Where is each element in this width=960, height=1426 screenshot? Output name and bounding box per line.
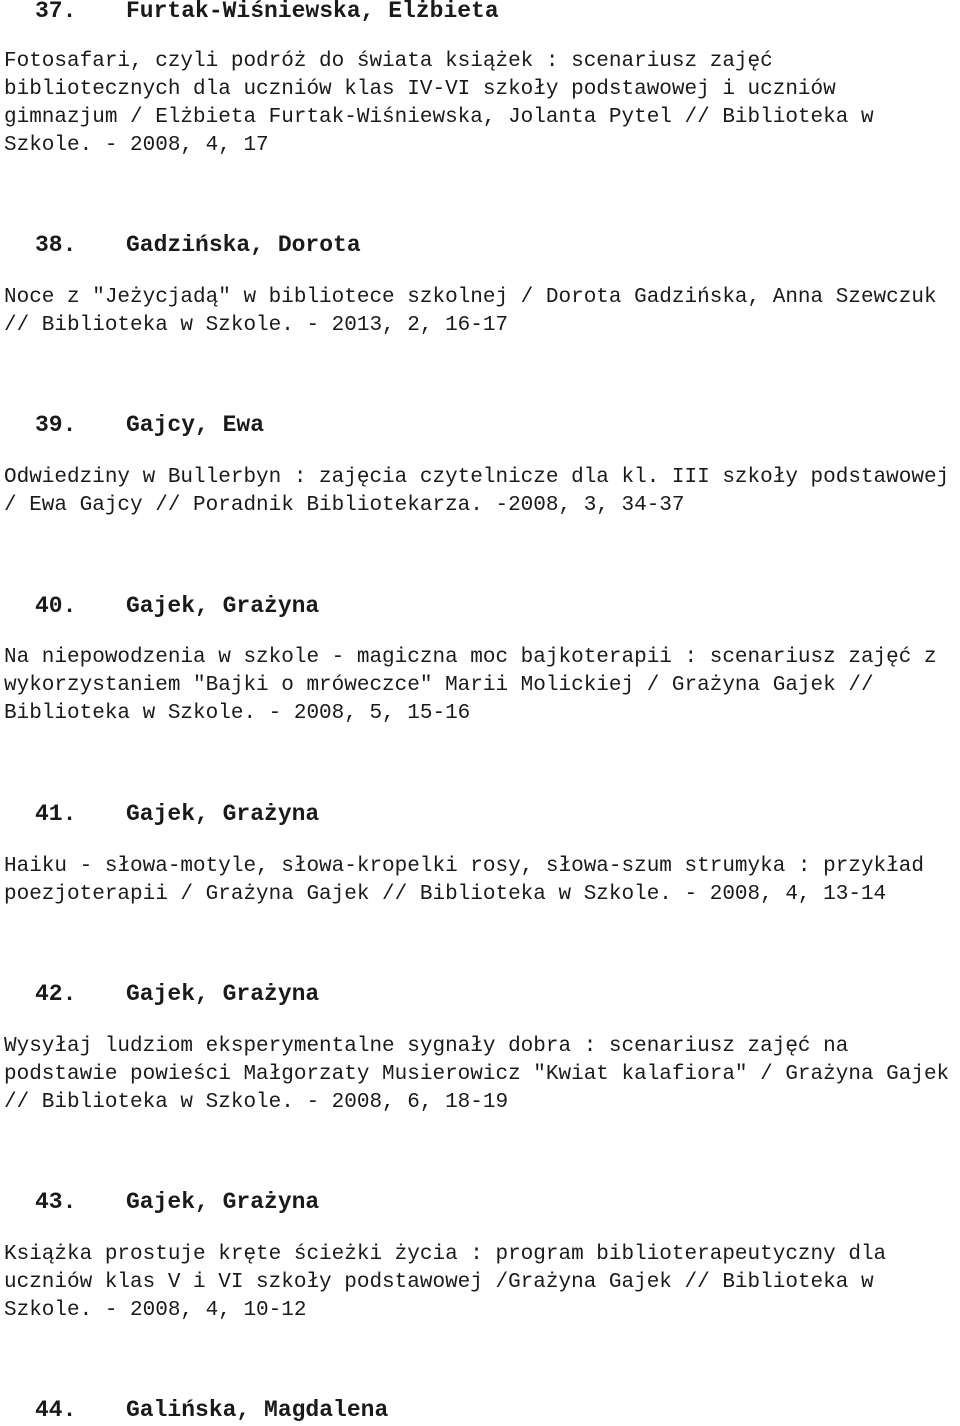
- entry-heading: [35, 1396, 388, 1424]
- entry-heading: [35, 980, 319, 1008]
- entry-author: Furtak-Wiśniewska, Elżbieta: [126, 0, 499, 24]
- entry-line: Biblioteka w Szkole. - 2008, 5, 15-16: [4, 702, 471, 725]
- entry-description: [4, 464, 960, 520]
- entry-number: 39.: [35, 412, 77, 438]
- entry-line: // Biblioteka w Szkole. - 2008, 6, 18-19: [4, 1091, 509, 1114]
- entry-author: Gajek, Grażyna: [126, 1189, 320, 1215]
- entry-number: 40.: [35, 593, 77, 619]
- entry-line: wykorzystaniem "Bajki o mróweczce" Marii Molickiej / Grażyna Gajek //: [4, 674, 874, 697]
- entry-heading: [35, 0, 499, 25]
- entry-line: // Biblioteka w Szkole. - 2013, 2, 16-17: [4, 314, 509, 337]
- entry-number: 44.: [35, 1397, 77, 1423]
- entry-line: Noce z "Jeżycjadą" w bibliotece szkolnej / Dorota Gadzińska, Anna Szewczuk: [4, 286, 937, 309]
- entry-description: [4, 853, 960, 909]
- entry-number: 41.: [35, 801, 77, 827]
- entry-line: podstawie powieści Małgorzaty Musierowicz "Kwiat kalafiora" / Grażyna Gajek: [4, 1063, 950, 1086]
- entry-description: [4, 644, 960, 728]
- entry-line: Odwiedziny w Bullerbyn : zajęcia czytelnicze dla kl. III szkoły podstawowej: [4, 466, 950, 489]
- entry-author: Gajek, Grażyna: [126, 801, 320, 827]
- entry-line: / Ewa Gajcy // Poradnik Bibliotekarza. -2008, 3, 34-37: [4, 494, 685, 517]
- entry-line: bibliotecznych dla uczniów klas IV-VI szkoły podstawowej i uczniów: [4, 78, 836, 101]
- entry-author: Gajcy, Ewa: [126, 412, 265, 438]
- entry-number: 38.: [35, 232, 77, 258]
- entry-line: Książka prostuje kręte ścieżki życia : program biblioterapeutyczny dla: [4, 1243, 887, 1266]
- entry-number: 42.: [35, 981, 77, 1007]
- entry-number: 43.: [35, 1189, 77, 1215]
- entry-heading: [35, 231, 361, 259]
- entry-author: Galińska, Magdalena: [126, 1397, 389, 1423]
- entry-line: Szkole. - 2008, 4, 10-12: [4, 1299, 307, 1322]
- entry-line: poezjoterapii / Grażyna Gajek // Biblioteka w Szkole. - 2008, 4, 13-14: [4, 883, 887, 906]
- entry-line: Szkole. - 2008, 4, 17: [4, 134, 269, 157]
- entry-line: gimnazjum / Elżbieta Furtak-Wiśniewska, Jolanta Pytel // Biblioteka w: [4, 106, 874, 129]
- entry-line: Wysyłaj ludziom eksperymentalne sygnały dobra : scenariusz zajęć na: [4, 1035, 849, 1058]
- entry-description: [4, 1033, 960, 1117]
- entry-author: Gajek, Grażyna: [126, 981, 320, 1007]
- entry-description: [4, 1241, 960, 1325]
- entry-line: uczniów klas V i VI szkoły podstawowej /Grażyna Gajek // Biblioteka w: [4, 1271, 874, 1294]
- entry-author: Gajek, Grażyna: [126, 593, 320, 619]
- entry-heading: [35, 1188, 319, 1216]
- entry-description: [4, 284, 960, 340]
- entry-line: Fotosafari, czyli podróż do świata książek : scenariusz zajęć: [4, 50, 773, 73]
- entry-line: Na niepowodzenia w szkole - magiczna moc bajkoterapii : scenariusz zajęć z: [4, 646, 937, 669]
- entry-description: [4, 48, 960, 160]
- entry-heading: [35, 592, 319, 620]
- entry-number: 37.: [35, 0, 77, 24]
- entry-heading: [35, 800, 319, 828]
- entry-heading: [35, 411, 264, 439]
- entry-line: Haiku - słowa-motyle, słowa-kropelki rosy, słowa-szum strumyka : przykład: [4, 855, 924, 878]
- entry-author: Gadzińska, Dorota: [126, 232, 361, 258]
